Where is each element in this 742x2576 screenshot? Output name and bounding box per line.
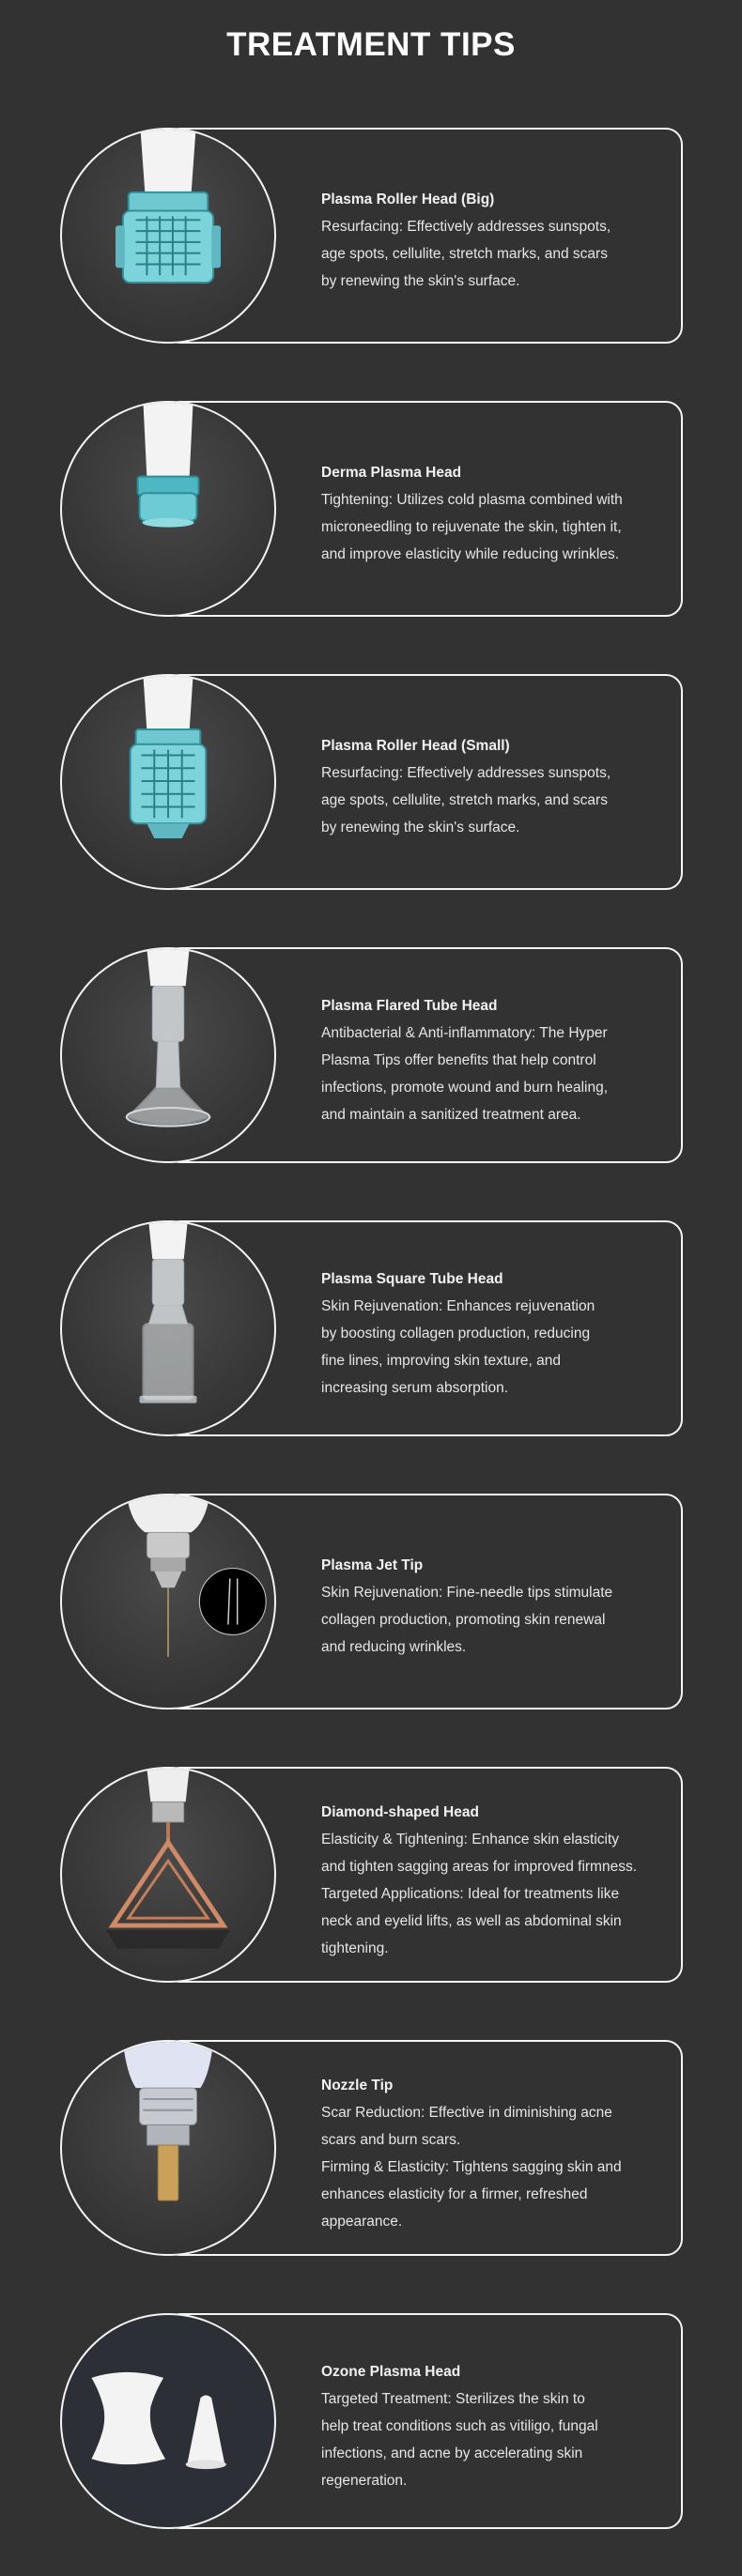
card-text [321,1552,669,1661]
card-text [321,2072,669,2235]
card-heading: Plasma Flared Tube Head [321,998,498,1014]
card-description-line: tightening. [321,1940,389,1956]
card-description-line: fine lines, improving skin texture, and [321,1353,562,1369]
card-description-line: scars and burn scars. [321,2132,461,2148]
card-text [321,2358,669,2494]
card-description-line: regeneration. [321,2473,408,2489]
treatment-card-8 [60,2040,683,2256]
card-text [321,459,669,568]
card-description-line: age spots, cellulite, stretch marks, and scars [321,246,608,262]
card-description-line: Resurfacing: Effectively addresses sunspots, [321,219,611,235]
card-description-line: age spots, cellulite, stretch marks, and scars [321,792,608,808]
card-description-line: and reducing wrinkles. [321,1639,467,1655]
card-description-line: and maintain a sanitized treatment area. [321,1107,581,1123]
treatment-card-1 [60,128,683,344]
card-text [321,186,669,295]
page-title: TREATMENT TIPS [226,26,516,63]
card-description-line: microneedling to rejuvenate the skin, tighten it, [321,519,622,535]
card-heading: Plasma Jet Tip [321,1557,424,1573]
card-description-line: by boosting collagen production, reducing [321,1326,591,1342]
ozone-plasma-head-icon [60,2313,276,2529]
diamond-shaped-head-icon [60,1767,276,1983]
treatment-card-3 [60,674,683,890]
nozzle-tip-icon [60,2040,276,2256]
card-description-line: Plasma Tips offer benefits that help control [321,1052,596,1068]
card-text [321,732,669,841]
card-description-line: and improve elasticity while reducing wrinkles. [321,546,620,562]
card-description-line: help treat conditions such as vitiligo, fungal [321,2418,598,2434]
derma-plasma-head-icon [60,401,276,617]
card-description-line: Skin Rejuvenation: Fine-needle tips stimulate [321,1585,613,1601]
card-heading: Derma Plasma Head [321,465,462,481]
treatment-card-2 [60,401,683,617]
card-description-line: collagen production, promoting skin renewal [321,1612,606,1628]
card-heading: Nozzle Tip [321,2078,394,2093]
treatment-card-9 [60,2313,683,2529]
card-description-line: Skin Rejuvenation: Enhances rejuvenation [321,1298,595,1314]
card-description-line: and tighten sagging areas for improved firmness. [321,1859,638,1875]
card-heading: Ozone Plasma Head [321,2364,461,2380]
card-description-line: by renewing the skin's surface. [321,820,520,836]
plasma-flared-tube-head-icon [60,947,276,1163]
card-heading: Diamond-shaped Head [321,1804,479,1820]
treatment-card-5 [60,1220,683,1436]
treatment-card-7 [60,1767,683,1983]
plasma-square-tube-head-icon [60,1220,276,1436]
card-text [321,992,669,1128]
card-text [321,1799,669,1962]
card-description-line: infections, and acne by accelerating skin [321,2446,583,2461]
plasma-jet-tip-icon [60,1494,276,1710]
plasma-roller-head-big-icon [60,128,276,344]
card-description-line: Antibacterial & Anti-inflammatory: The Hyper [321,1025,608,1041]
card-description-line: by renewing the skin's surface. [321,273,520,289]
card-description-line: enhances elasticity for a firmer, refreshed [321,2186,588,2202]
treatment-card-4 [60,947,683,1163]
card-description-line: Resurfacing: Effectively addresses sunspots, [321,765,611,781]
card-description-line: increasing serum absorption. [321,1380,509,1396]
card-description-line: Tightening: Utilizes cold plasma combined with [321,492,623,508]
card-heading: Plasma Roller Head (Small) [321,738,510,754]
card-heading: Plasma Square Tube Head [321,1271,503,1287]
card-description-line: Elasticity & Tightening: Enhance skin elasticity [321,1832,620,1848]
card-description-line: neck and eyelid lifts, as well as abdominal skin [321,1913,622,1929]
card-description-line: Firming & Elasticity: Tightens sagging skin and [321,2159,622,2175]
card-heading: Plasma Roller Head (Big) [321,192,495,207]
treatment-card-6 [60,1494,683,1710]
card-description-line: Targeted Treatment: Sterilizes the skin to [321,2391,585,2407]
card-text [321,1265,669,1402]
card-description-line: appearance. [321,2214,403,2230]
card-description-line: infections, promote wound and burn healing, [321,1080,609,1096]
card-description-line: Scar Reduction: Effective in diminishing acne [321,2105,612,2121]
card-description-line: Targeted Applications: Ideal for treatments like [321,1886,620,1902]
plasma-roller-head-small-icon [60,674,276,890]
